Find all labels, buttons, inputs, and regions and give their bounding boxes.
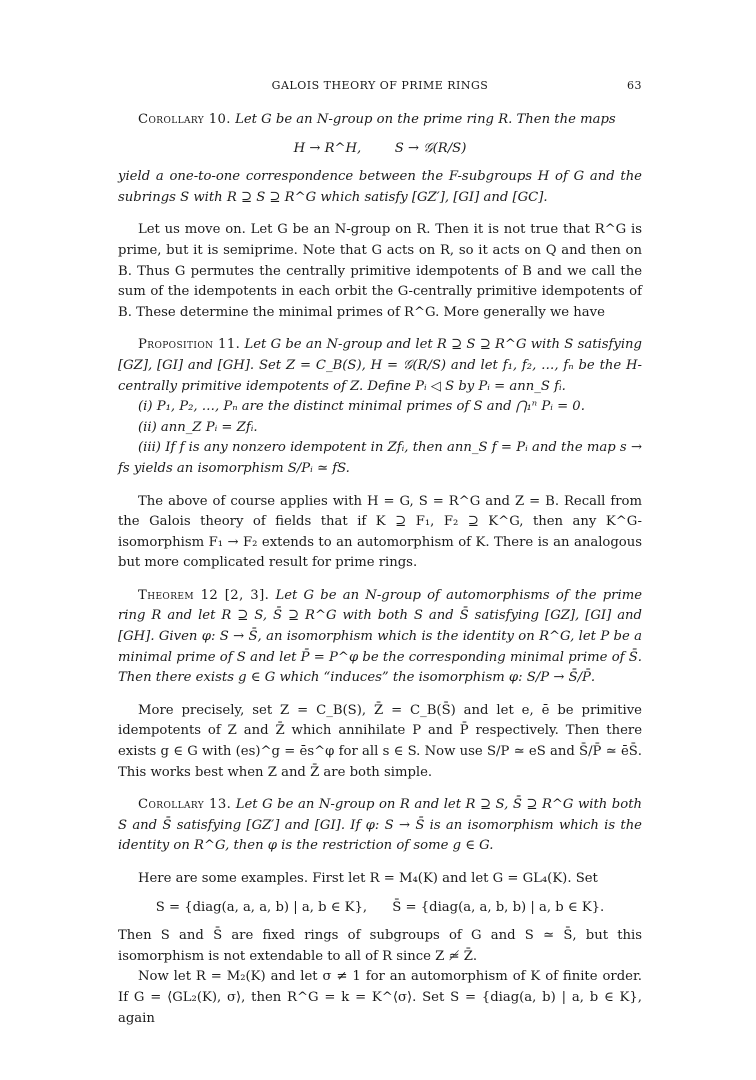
theorem-12: [118, 586, 642, 689]
proposition-11-item-ii: (ii) ann_Z Pᵢ = Zfᵢ.: [138, 419, 258, 435]
corollary-10-text: Let G be an N-group on the prime ring R. Then the maps: [235, 112, 616, 127]
display-equation-maps: [118, 139, 642, 160]
display-set-right: S̄ = {diag(a, a, b, b) | a, b ∈ K}.: [392, 899, 605, 915]
paragraph-2: The above of course applies with H = G, S = R^G and Z = B. Recall from the Galois theory of fields that if K ⊇ F₁, F₂ ⊇ K^G, then any K^G-isomorphism F₁ → F₂ extends to an automorphism of K. There is an analogous but more complicated result for prime rings.: [118, 493, 642, 571]
running-title: GALOIS THEORY OF PRIME RINGS: [271, 79, 489, 92]
proposition-11-item-iii: (iii) If f is any nonzero idempotent in Zfᵢ, then ann_S f = Pᵢ and the map s → fs yields an isomorphism S/Pᵢ ≃ fS.: [118, 440, 642, 476]
page-body: [118, 110, 642, 1029]
proposition-11-text: Let G be an N-group and let R ⊇ S ⊇ R^G with S satisfying [GZ], [GI] and [GH]. Set Z = C_B(S), H = 𝒢(R/S) and let f₁, f₂, …, fₙ be the H-centrally primitive idempotents of Z. Define Pᵢ ◁ S by Pᵢ = ann_S fᵢ.: [118, 337, 642, 394]
corollary-13-text: Let G be an N-group on R and let R ⊇ S, S̄ ⊇ R^G with both S and S̄ satisfying [GZ′] and [GI]. If φ: S → S̄ is an isomorphism which is the identity on R^G, then φ is the restriction of some g ∈ G.: [118, 797, 642, 854]
proposition-11: [118, 335, 642, 397]
paragraph-1: Let us move on. Let G be an N-group on R. Then it is not true that R^G is prime, but it is semiprime. Note that G acts on R, so it acts on Q and then on B. Thus G permutes the centrally primitive idempotents of B and we call the sum of the idempotents in each orbit the G-centrally primitive idempotents of B. These determine the minimal primes of R^G. More generally we have: [118, 222, 642, 320]
corollary-13: [118, 795, 642, 857]
corollary-10-continuation: yield a one-to-one correspondence between the F-subgroups H of G and the subrings S with R ⊇ S ⊇ R^G which satisfy [GZ′], [GI] and [GC].: [118, 169, 642, 205]
proposition-11-label: Proposition 11.: [138, 337, 241, 353]
page: [118, 0, 642, 1080]
display-map-right: S → 𝒢(R/S): [394, 140, 467, 156]
paragraph-3: More precisely, set Z = C_B(S), Z̄ = C_B(S̄) and let e, ē be primitive idempotents of Z and Z̄ which annihilate P and P̄ respectively. Then there exists g ∈ G with (es)^g = ēs^φ for all s ∈ S. Now use S/P ≃ eS and S̄/P̄ ≃ ēS̄. This works best when Z and Z̄ are both simple.: [118, 702, 642, 780]
theorem-12-text: Let G be an N-group of automorphisms of the prime ring R and let R ⊇ S, S̄ ⊇ R^G with both S and S̄ satisfying [GZ], [GI] and [GH]. Given φ: S → S̄, an isomorphism which is the identity on R^G, let P be a minimal prime of S and let P̄ = P^φ be the corresponding minimal prime of S̄. Then there exists g ∈ G which “induces” the isomorphism φ: S/P → S̄/P̄.: [118, 587, 643, 686]
display-equation-sets: [118, 898, 642, 919]
corollary-13-label: Corollary 13.: [138, 797, 232, 813]
display-map-left: H → R^H,: [293, 140, 362, 156]
corollary-10-label: Corollary 10.: [138, 112, 231, 127]
theorem-12-label: Theorem 12 [2, 3].: [138, 587, 270, 603]
display-set-left: S = {diag(a, a, a, b) | a, b ∈ K},: [155, 899, 368, 915]
paragraph-6: Now let R = M₂(K) and let σ ≠ 1 for an automorphism of K of finite order. If G = ⟨GL₂(K), σ⟩, then R^G = k = K^⟨σ⟩. Set S = {diag(a, b) | a, b ∈ K}, again: [118, 969, 642, 1026]
running-header: [118, 76, 642, 96]
paragraph-4: Here are some examples. First let R = M₄(K) and let G = GL₄(K). Set: [138, 871, 598, 886]
paragraph-5: Then S and S̄ are fixed rings of subgroups of G and S ≃ S̄, but this isomorphism is not extendable to all of R since Z ≄ Z̄.: [118, 928, 642, 964]
corollary-10: [118, 110, 642, 131]
page-number: 63: [627, 79, 642, 92]
proposition-11-item-i: (i) P₁, P₂, …, Pₙ are the distinct minimal primes of S and ⋂₁ⁿ Pᵢ = 0.: [138, 399, 585, 415]
